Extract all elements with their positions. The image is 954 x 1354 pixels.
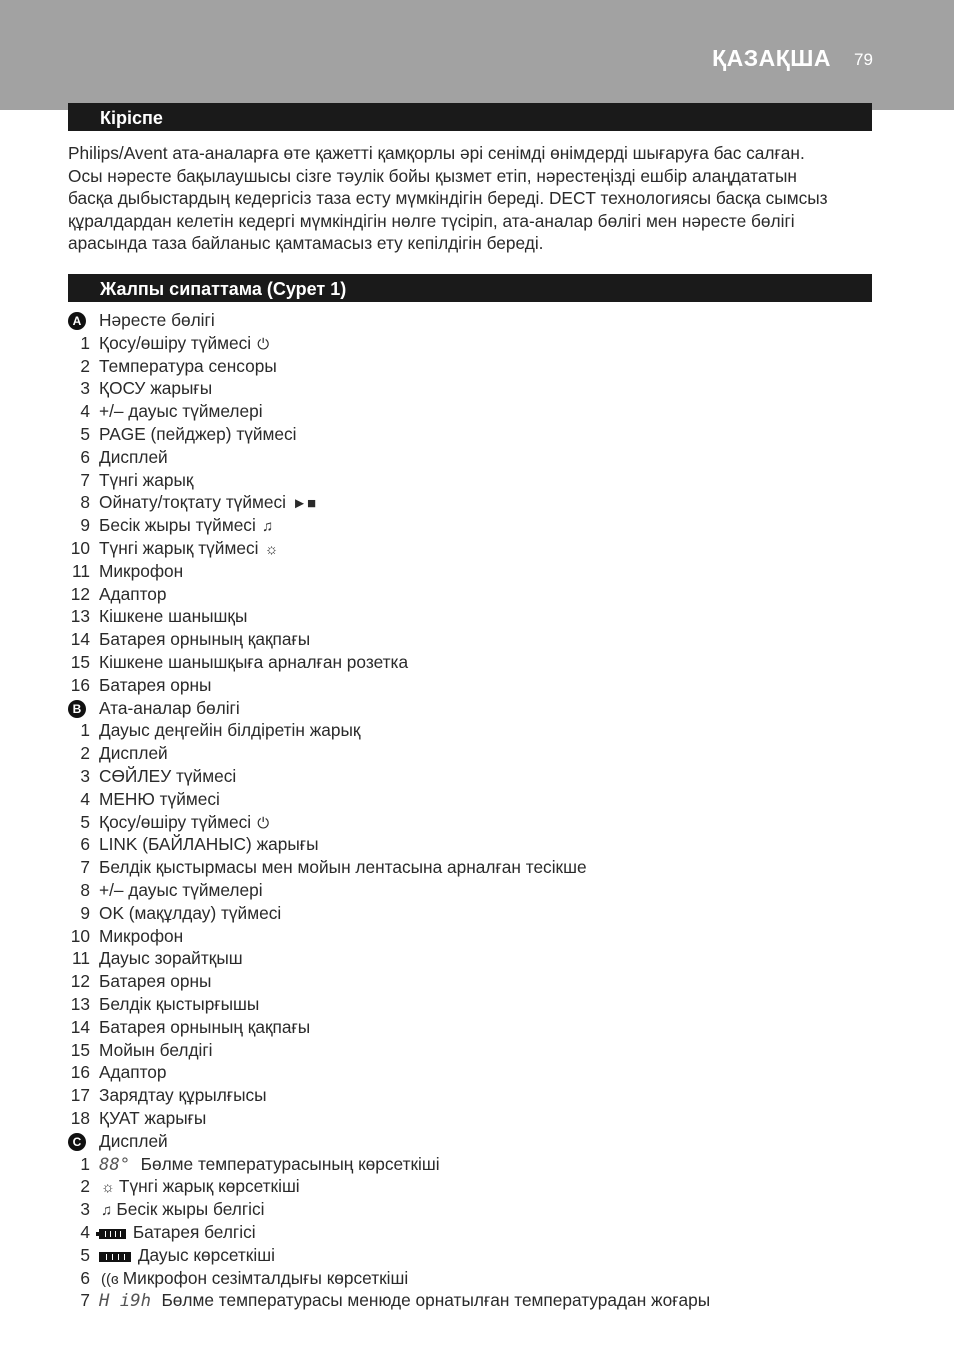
item-label: Адаптор	[99, 1062, 167, 1083]
item-text	[99, 926, 183, 947]
intro-line: Philips/Avent ата-аналарға өте қажетті қамқорлы әрі сенімді өнімдерді шығаруға бас салған.	[68, 143, 805, 163]
item-label: Батарея орны	[99, 971, 212, 992]
battery-icon	[99, 1229, 126, 1239]
item-label: СӨЙЛЕУ түймесі	[99, 766, 237, 786]
item-number: 9	[80, 515, 90, 536]
item-text	[99, 1062, 167, 1083]
item-number: 15	[70, 1039, 90, 1060]
item-text	[99, 424, 297, 445]
item-number: 2	[80, 743, 90, 764]
item-number: 1	[80, 1153, 90, 1174]
item-label: Дауыс зорайтқыш	[99, 948, 243, 969]
intro-paragraph	[68, 142, 878, 255]
list-item	[0, 424, 900, 447]
item-label: Зарядтау құрылғысы	[99, 1085, 267, 1106]
list-item	[0, 584, 900, 607]
list-item	[0, 1268, 900, 1291]
intro-line: Осы нәресте бақылаушысы сізге тәулік бойы қызмет етіп, нәрестеңізді ешбір алаңдататын	[68, 165, 797, 186]
item-symbol: ☼	[260, 541, 279, 558]
item-number: 2	[80, 1176, 90, 1197]
section-heading-overview: Жалпы сипаттама (Сурет 1)	[68, 274, 872, 302]
item-label: Адаптор	[99, 583, 167, 604]
item-text	[99, 606, 247, 627]
item-number: 13	[70, 994, 90, 1014]
item-number: 7	[80, 1290, 90, 1311]
item-text	[99, 1176, 300, 1197]
list-item	[0, 629, 900, 652]
list-item	[0, 561, 900, 584]
item-label: Дауыс деңгейін білдіретін жарық	[99, 720, 361, 741]
list-item	[0, 971, 900, 994]
item-number: 14	[70, 1016, 90, 1037]
item-text	[99, 515, 273, 536]
list-item	[0, 675, 900, 698]
item-number: 4	[80, 1222, 90, 1242]
item-number: 12	[70, 971, 90, 992]
item-text	[99, 652, 408, 673]
item-label: Қосу/өшіру түймесі	[99, 811, 252, 832]
item-number: 5	[80, 1244, 90, 1265]
group-a-title: Нәресте бөлігі	[99, 310, 215, 330]
list-item	[0, 1199, 900, 1222]
item-number: 8	[80, 880, 90, 900]
item-text	[99, 903, 281, 924]
list-item	[0, 1040, 900, 1063]
item-number: 6	[80, 1267, 90, 1288]
lcd-indicator: H i9h	[99, 1291, 162, 1312]
item-text	[99, 401, 263, 422]
item-number: 13	[70, 606, 90, 627]
item-text	[99, 1108, 206, 1129]
item-number: 11	[72, 948, 90, 969]
item-label: Түнгі жарық түймесі	[99, 538, 259, 558]
item-label: Микрофон	[99, 560, 184, 581]
item-text	[99, 584, 167, 605]
group-a-badge: A	[68, 312, 86, 330]
item-label: ҚУАТ жарығы	[99, 1108, 207, 1128]
item-text	[99, 766, 236, 787]
group-c-header	[0, 1131, 900, 1154]
item-label: LINK (БАЙЛАНЫС) жарығы	[99, 834, 319, 855]
item-symbol: ⏻	[253, 335, 270, 353]
item-number: 6	[80, 834, 90, 855]
item-number: 3	[80, 378, 90, 399]
item-number: 17	[70, 1085, 90, 1106]
intro-line: арасында таза байланыс қамтамасыз ету кепілдігін береді.	[68, 233, 544, 254]
item-number: 12	[70, 583, 90, 604]
item-text	[99, 1222, 256, 1243]
item-label: PAGE (пейджер) түймесі	[99, 424, 297, 444]
item-number: 2	[80, 355, 90, 376]
item-text	[99, 720, 361, 741]
item-number: 18	[70, 1108, 90, 1128]
item-label: Дауыс көрсеткіші	[137, 1244, 275, 1265]
item-label: Кішкене шанышқыға арналған розетка	[99, 652, 409, 672]
list-item	[0, 1222, 900, 1245]
list-item	[0, 1290, 900, 1313]
list-item	[0, 447, 900, 470]
item-symbol: ♫	[257, 518, 274, 536]
item-text	[99, 1245, 275, 1266]
list-item	[0, 812, 900, 835]
item-text	[99, 948, 243, 969]
item-text	[99, 812, 269, 833]
item-label: Түнгі жарық көрсеткіші	[118, 1176, 300, 1197]
list-item	[0, 994, 900, 1017]
group-c-badge: C	[68, 1133, 86, 1151]
item-label: Кішкене шанышқы	[99, 606, 248, 627]
item-number: 10	[70, 538, 90, 558]
item-text	[99, 1040, 213, 1061]
list-item	[0, 903, 900, 926]
item-label: Мойын белдігі	[99, 1039, 213, 1060]
item-label: Батарея орнының қақпағы	[99, 1016, 311, 1037]
item-text	[99, 470, 193, 491]
item-label: OK (мақұлдау) түймесі	[99, 902, 282, 923]
list-item	[0, 1062, 900, 1085]
item-text	[99, 629, 310, 650]
item-symbol: ☼	[101, 1179, 119, 1197]
list-item	[0, 538, 900, 561]
item-text	[99, 333, 269, 354]
item-text	[99, 1154, 440, 1175]
list-item	[0, 1017, 900, 1040]
list-item	[0, 743, 900, 766]
list-item	[0, 948, 900, 971]
list-item	[0, 378, 900, 401]
page-number: 79	[854, 50, 873, 69]
item-number: 3	[80, 766, 90, 786]
item-text	[99, 561, 183, 582]
list-item	[0, 1085, 900, 1108]
item-text	[99, 1290, 710, 1311]
item-label: Түнгі жарық	[99, 469, 194, 490]
item-number: 7	[80, 857, 90, 878]
item-label: Дисплей	[99, 743, 168, 764]
group-c-title: Дисплей	[99, 1130, 168, 1151]
list-item	[0, 333, 900, 356]
list-item	[0, 880, 900, 903]
item-label: Микрофон сезімталдығы көрсеткіші	[122, 1267, 409, 1288]
item-label: Ойнату/тоқтату түймесі	[99, 492, 286, 513]
language-title: ҚАЗАҚША	[712, 45, 831, 71]
item-number: 5	[80, 424, 90, 444]
item-text	[99, 880, 263, 901]
item-label: Бөлме температурасының көрсеткіші	[140, 1153, 440, 1174]
list-item	[0, 1154, 900, 1177]
item-label: Батарея белгісі	[132, 1222, 256, 1242]
group-b-header	[0, 698, 900, 721]
list-item	[0, 926, 900, 949]
item-symbol: ♫	[101, 1202, 117, 1220]
item-text	[99, 834, 319, 855]
item-text	[99, 1268, 408, 1289]
item-text	[99, 789, 220, 810]
item-label: +/– дауыс түймелері	[99, 880, 263, 900]
item-label: Батарея орны	[99, 674, 212, 695]
item-label: Батарея орнының қақпағы	[99, 629, 311, 650]
intro-line: басқа дыбыстардың кедергісіз таза есту мүмкіндігін береді. DECT технологиясы басқа сымсыз	[68, 188, 828, 209]
item-text	[99, 1017, 310, 1038]
item-number: 3	[80, 1199, 90, 1220]
item-text	[99, 538, 278, 559]
item-symbol: ►■	[288, 495, 317, 513]
list-item	[0, 492, 900, 515]
item-text	[99, 743, 168, 764]
item-number: 7	[80, 469, 90, 490]
intro-line: құралдардан келетін кедергі мүмкіндігін нөлге түсіріп, ата-аналар бөлігі мен нәресте бөлігі	[68, 210, 795, 231]
list-item	[0, 857, 900, 880]
section-heading-intro: Кіріспе	[68, 103, 872, 131]
item-symbol: ((ɞ	[101, 1270, 123, 1288]
item-symbol: ⏻	[253, 814, 270, 832]
item-label: Бөлме температурасы менюде орнатылған температурадан жоғары	[161, 1290, 711, 1311]
item-label: ҚОСУ жарығы	[99, 378, 213, 399]
list-item	[0, 515, 900, 538]
item-number: 16	[70, 1062, 90, 1083]
item-number: 11	[72, 560, 90, 581]
item-label: Дисплей	[99, 446, 168, 467]
item-label: Бесік жыры белгісі	[116, 1199, 265, 1220]
item-text	[99, 1085, 267, 1106]
item-text	[99, 857, 587, 878]
item-number: 1	[80, 332, 90, 353]
list-item	[0, 606, 900, 629]
volume-bar-icon	[99, 1252, 131, 1262]
list-item	[0, 1108, 900, 1131]
item-text	[99, 378, 212, 399]
item-text	[99, 1199, 264, 1220]
item-label: Бесік жыры түймесі	[99, 515, 256, 536]
lcd-indicator: 88°	[99, 1154, 141, 1175]
item-text	[99, 675, 211, 696]
list-item	[0, 401, 900, 424]
item-number: 4	[80, 788, 90, 809]
group-a-header	[0, 310, 900, 333]
list-item	[0, 1245, 900, 1268]
item-number: 5	[80, 811, 90, 832]
header-band	[0, 0, 954, 110]
list-item	[0, 1176, 900, 1199]
item-number: 6	[80, 446, 90, 467]
list-item	[0, 470, 900, 493]
group-b-badge: B	[68, 700, 86, 718]
item-number: 15	[70, 652, 90, 672]
item-number: 16	[70, 674, 90, 695]
item-number: 4	[80, 401, 90, 422]
group-b-title: Ата-аналар бөлігі	[99, 697, 240, 718]
item-label: Белдік қыстырмасы мен мойын лентасына арналған тесікше	[99, 857, 587, 878]
item-label: +/– дауыс түймелері	[99, 401, 263, 422]
item-label: Белдік қыстырғышы	[99, 994, 260, 1014]
list-item	[0, 766, 900, 789]
list-item	[0, 652, 900, 675]
item-number: 1	[80, 720, 90, 741]
item-text	[99, 994, 259, 1015]
list-item	[0, 789, 900, 812]
item-number: 8	[80, 492, 90, 513]
item-text	[99, 447, 168, 468]
item-number: 9	[80, 902, 90, 923]
list-item	[0, 720, 900, 743]
item-text	[99, 356, 277, 377]
item-text	[99, 492, 316, 513]
list-item	[0, 356, 900, 379]
item-number: 10	[70, 925, 90, 946]
item-text	[99, 971, 211, 992]
item-label: Микрофон	[99, 925, 184, 946]
item-label: Температура сенсоры	[99, 355, 277, 376]
item-number: 14	[70, 629, 90, 650]
list-item	[0, 834, 900, 857]
item-label: МЕНЮ түймесі	[99, 788, 220, 809]
item-label: Қосу/өшіру түймесі	[99, 332, 252, 353]
